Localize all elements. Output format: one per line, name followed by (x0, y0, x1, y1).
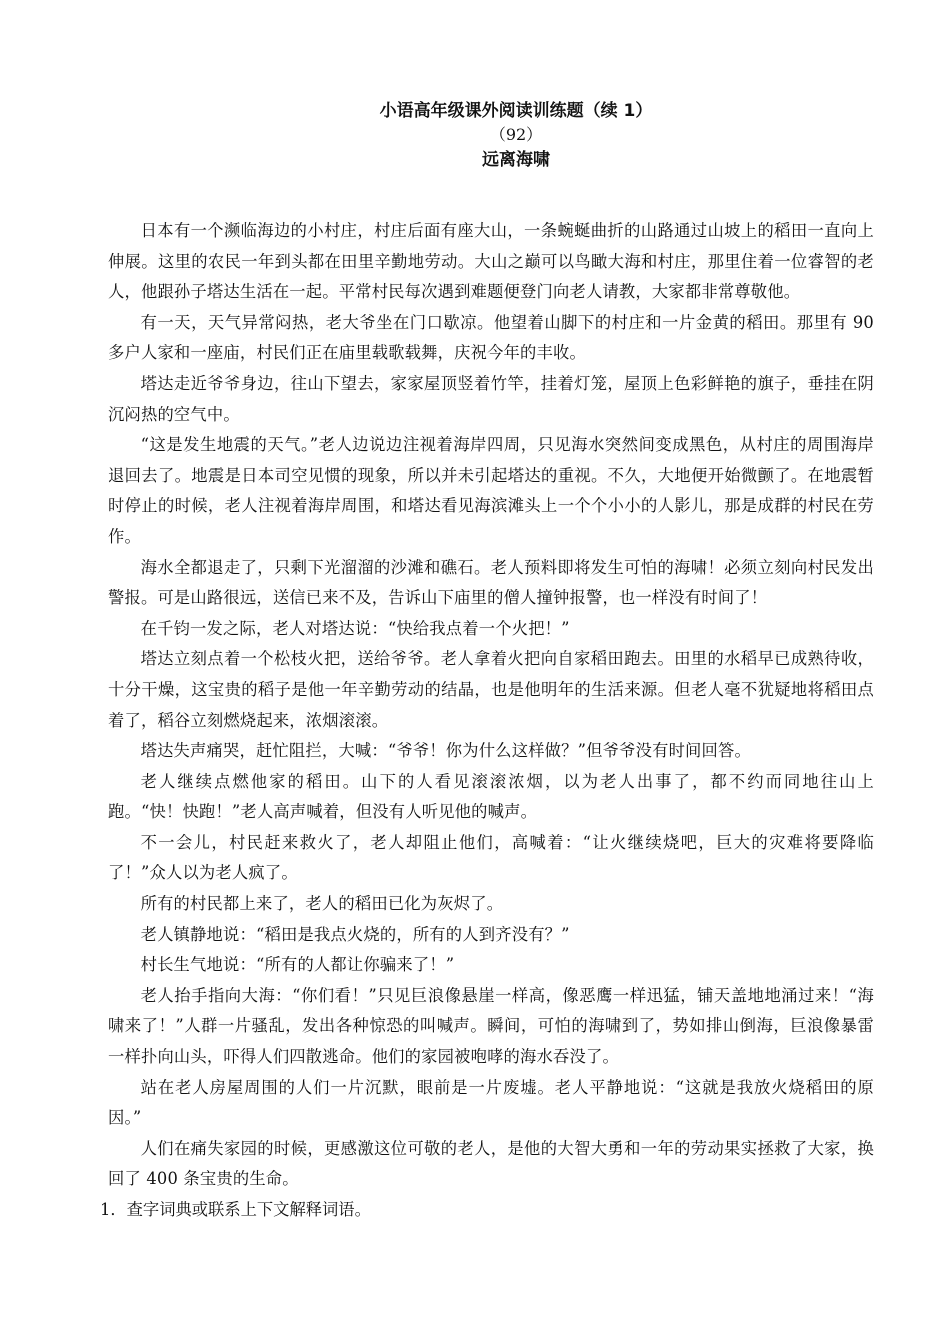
story-title: 远离海啸 (482, 150, 550, 170)
document-page (100, 98, 874, 1226)
question-item: 1．查字词典或联系上下文解释词语。 (100, 1200, 371, 1219)
paragraph: 不一会儿，村民赶来救火了，老人却阻止他们，高喊着：“让火继续烧吧，巨大的灾难将要降临了！”众人以为老人疯了。 (108, 832, 874, 883)
paragraph: 老人继续点燃他家的稻田。山下的人看见滚滚浓烟，以为老人出事了，都不约而同地往山上跑。“快！快跑！”老人高声喊着，但没有人听见他的喊声。 (108, 771, 874, 822)
paragraph: 塔达失声痛哭，赶忙阻拦，大喊：“爷爷！你为什么这样做？”但爷爷没有时间回答。 (140, 741, 751, 761)
paragraph: 日本有一个濒临海边的小村庄，村庄后面有座大山，一条蜿蜒曲折的山路通过山坡上的稻田一直向上伸展。这里的农民一年到头都在田里辛勤地劳动。大山之巅可以鸟瞰大海和村庄，那里住着一位睿智的老人，他跟孙子塔达生活在一起。平常村民每次遇到难题便登门向老人请教，大家都非常尊敬他。 (108, 221, 874, 302)
paragraph: 塔达立刻点着一个松枝火把，送给爷爷。老人拿着火把向自家稻田跑去。田里的水稻早已成熟待收，十分干燥，这宝贵的稻子是他一年辛勤劳动的结晶，也是他明年的生活来源。但老人毫不犹疑地将稻田点着了，稻谷立刻燃烧起来，浓烟滚滚。 (108, 649, 874, 730)
paragraph: 老人抬手指向大海：“你们看！”只见巨浪像悬崖一样高，像恶鹰一样迅猛，铺天盖地地涌过来！“海啸来了！”人群一片骚乱，发出各种惊恐的叫喊声。瞬间，可怕的海啸到了，势如排山倒海，巨浪像暴雷一样扑向山头，吓得人们四散逃命。他们的家园被咆哮的海水吞没了。 (108, 985, 874, 1067)
paragraph: 站在老人房屋周围的人们一片沉默，眼前是一片废墟。老人平静地说：“这就是我放火烧稻田的原因。” (108, 1077, 874, 1128)
title-block (158, 98, 874, 174)
paragraph: 老人镇静地说：“稻田是我点火烧的，所有的人到齐没有？” (140, 924, 570, 944)
paragraph: “这是发生地震的天气。”老人边说边注视着海岸四周，只见海水突然间变成黑色，从村庄的周围海岸退回去了。地震是日本司空见惯的现象，所以并未引起塔达的重视。不久，大地便开始微颤了。在地震暂时停止的时候，老人注视着海岸周围，和塔达看见海滨滩头上一个个小小的人影儿，那是成群的村民在劳作。 (108, 435, 874, 546)
exercise-number: （92） (489, 125, 543, 144)
paragraph: 人们在痛失家园的时候，更感激这位可敬的老人，是他的大智大勇和一年的劳动果实拯救了大家，换回了 400 条宝贵的生命。 (108, 1138, 874, 1189)
story-body (100, 216, 874, 1226)
paragraph: 有一天，天气异常闷热，老大爷坐在门口歇凉。他望着山脚下的村庄和一片金黄的稻田。那里有 90 多户人家和一座庙，村民们正在庙里载歌载舞，庆祝今年的丰收。 (108, 312, 874, 363)
paragraph: 村长生气地说：“所有的人都让你骗来了！” (140, 955, 455, 975)
paragraph: 所有的村民都上来了，老人的稻田已化为灰烬了。 (140, 894, 504, 914)
paragraph: 在千钧一发之际，老人对塔达说：“快给我点着一个火把！” (140, 618, 570, 638)
document-title: 小语高年级课外阅读训练题（续 1） (379, 101, 653, 121)
paragraph: 塔达走近爷爷身边，往山下望去，家家屋顶竖着竹竿，挂着灯笼，屋顶上色彩鲜艳的旗子，垂挂在阴沉闷热的空气中。 (108, 373, 874, 424)
paragraph: 海水全都退走了，只剩下光溜溜的沙滩和礁石。老人预料即将发生可怕的海啸！必须立刻向村民发出警报。可是山路很远，送信已来不及，告诉山下庙里的僧人撞钟报警，也一样没有时间了！ (108, 557, 874, 608)
